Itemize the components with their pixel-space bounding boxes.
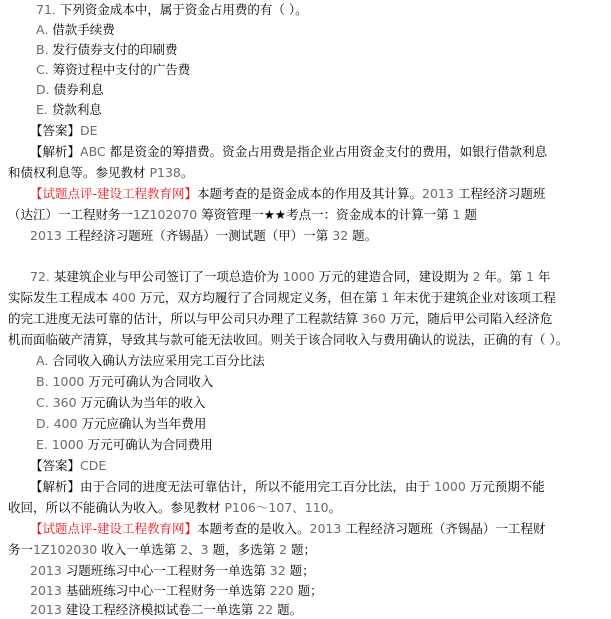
- stem-number: 400: [111, 290, 136, 305]
- review-text: 基础班练习中心一工程财务一单选第: [61, 583, 270, 598]
- analysis-text: 收回，所以不能确认为收入。参见教材: [8, 500, 225, 515]
- option-text: 筹资过程中支付的广告费: [52, 62, 191, 77]
- review-text: 本题考查的是资金成本的作用及其计算。: [197, 186, 423, 201]
- review-text: 工程经济习题班（齐锡晶）一测试题（甲）一第: [61, 228, 333, 243]
- answer-label: 【答案】: [30, 123, 81, 138]
- stem-text: 年。第: [480, 269, 527, 284]
- option-number: 400: [53, 416, 78, 431]
- q72-analysis-line-1: [30, 478, 545, 496]
- q71-review-line-2: [8, 206, 477, 224]
- q71-option-d: [36, 81, 104, 99]
- option-number: 1000: [52, 374, 85, 389]
- review-year: 2013: [30, 583, 62, 598]
- analysis-text: 万元预期不能: [465, 479, 545, 494]
- review-number: 32: [332, 228, 349, 243]
- review-text: 习题班练习中心一工程财务一单选第: [61, 563, 270, 578]
- option-text: 贷款利息: [51, 102, 102, 117]
- option-letter: B.: [36, 374, 49, 389]
- q72-number: 72.: [30, 269, 50, 284]
- q71-analysis-line-1: [30, 143, 547, 161]
- option-letter: A.: [36, 353, 49, 368]
- q72-option-d: [36, 415, 206, 433]
- review-text: 务一: [8, 542, 34, 557]
- stem-text: 年末优于建筑企业对该项工程: [389, 290, 556, 305]
- q72-option-a: [36, 352, 265, 370]
- q72-stem-line-4: [8, 331, 568, 349]
- review-code: 1Z102070: [133, 207, 198, 222]
- q71-option-c: [36, 61, 190, 79]
- q72-review-line-2: [8, 541, 316, 559]
- q72-stem-line-2: [8, 289, 556, 307]
- q72-option-c: [36, 394, 206, 412]
- stem-number: 360: [361, 311, 386, 326]
- q71-number: 71.: [36, 2, 56, 17]
- option-text: 万元确认为当年的收入: [76, 395, 206, 410]
- review-text: 题。: [273, 602, 303, 617]
- analysis-text: 和债权利息等。参见教材: [8, 165, 150, 180]
- review-number: 22: [257, 602, 274, 617]
- option-letter: A.: [36, 22, 49, 37]
- q71-review-line-3: [30, 227, 377, 245]
- review-text: 题；: [285, 563, 315, 578]
- stem-text: 万元，随后甲公司陷入经济危: [385, 311, 553, 326]
- option-text: 万元可确认为合同收入: [84, 374, 214, 389]
- stem-number: 2: [472, 269, 481, 284]
- analysis-label: 【解析】: [30, 479, 81, 494]
- analysis-code: ABC: [80, 144, 106, 159]
- q72-option-e: [36, 436, 213, 454]
- review-text: 筹资管理一★★考点一：资金成本的计算一第: [197, 207, 453, 222]
- option-letter: E.: [36, 102, 48, 117]
- q71-option-b: [36, 41, 178, 59]
- option-letter: C.: [36, 395, 49, 410]
- review-number: 2: [180, 542, 189, 557]
- q72-answer: [30, 457, 106, 475]
- option-number: 1000: [51, 437, 84, 452]
- q72-review-line-5: [30, 601, 302, 619]
- option-letter: C.: [36, 62, 49, 77]
- review-text: 本题考查的是收入。: [197, 521, 310, 536]
- stem-text: 万元，双方均履行了合同规定义务，但在第: [135, 290, 382, 305]
- answer-value: DE: [80, 123, 98, 138]
- option-text: 债券利息: [53, 82, 104, 97]
- answer-label: 【答案】: [30, 458, 81, 473]
- stem-text: 实际发生工程成本: [8, 290, 112, 305]
- analysis-page-ref: P138: [149, 165, 181, 180]
- q72-review-line-3: [30, 562, 315, 580]
- option-letter: E.: [36, 437, 48, 452]
- q71-stem-line: [36, 1, 308, 19]
- review-label: 【试题点评-建设工程教育网】: [30, 186, 198, 201]
- option-letter: D.: [36, 82, 50, 97]
- q72-analysis-line-2: [8, 499, 341, 517]
- q72-review-line-4: [30, 582, 323, 600]
- q72-option-b: [36, 373, 213, 391]
- review-number: 220: [269, 583, 294, 598]
- option-letter: B.: [36, 42, 49, 57]
- option-text: 借款手续费: [52, 22, 115, 37]
- option-letter: D.: [36, 416, 50, 431]
- q71-stem: 下列资金成本中，属于资金占用费的有（ ）。: [59, 2, 308, 17]
- analysis-text: 都是资金的筹措费。资金占用费是指企业占用资金支付的费用，如银行借款利息: [105, 144, 548, 159]
- q71-answer: [30, 122, 98, 140]
- analysis-page-ref: P106～107、110: [224, 500, 329, 515]
- review-text: 、: [188, 542, 201, 557]
- review-number: 3: [200, 542, 209, 557]
- option-text: 发行债券支付的印刷费: [52, 42, 178, 57]
- review-text: 题；: [287, 542, 317, 557]
- review-text: 题；: [293, 583, 323, 598]
- q72-review-line-1: [30, 520, 545, 538]
- q72-stem-line-1: [30, 268, 550, 286]
- review-year: 2013: [30, 228, 62, 243]
- q71-option-a: [36, 21, 115, 39]
- review-text: 工程经济习题班（齐锡晶）一工程财: [341, 521, 546, 536]
- review-year: 2013: [309, 521, 342, 536]
- review-text: 建设工程经济模拟试卷二一单选第: [61, 602, 258, 617]
- answer-value: CDE: [80, 458, 107, 473]
- analysis-text: 由于合同的进度无法可靠估计，所以不能用完工百分比法，由于: [80, 479, 434, 494]
- analysis-text: 。: [180, 165, 194, 180]
- analysis-label: 【解析】: [30, 144, 81, 159]
- review-text: 工程经济习题班: [453, 186, 546, 201]
- stem-text: 机而面临破产清算，导致其与款可能无法收回。则关于该合同收入与费用确认的说法，正确的有（ ）。: [8, 332, 569, 347]
- stem-text: 年: [533, 269, 551, 284]
- q71-analysis-line-2: [8, 164, 193, 182]
- option-number: 360: [52, 395, 77, 410]
- analysis-number: 1000: [434, 479, 466, 494]
- review-number: 2: [279, 542, 288, 557]
- option-text: 万元可确认为合同费用: [83, 437, 213, 452]
- q72-stem-line-3: [8, 310, 552, 328]
- stem-text: 万元的建造合同，建设期为: [314, 269, 473, 284]
- stem-number: 1: [526, 269, 534, 284]
- q71-review-line-1: [30, 185, 545, 203]
- review-text: 收入一单选第: [97, 542, 181, 557]
- review-year: 2013: [30, 563, 62, 578]
- review-label: 【试题点评-建设工程教育网】: [30, 521, 198, 536]
- review-year: 2013: [30, 602, 62, 617]
- option-text: 合同收入确认方法应采用完工百分比法: [52, 353, 265, 368]
- stem-number: 1: [381, 290, 390, 305]
- stem-text: 某建筑企业与甲公司签订了一项总造价为: [53, 269, 283, 284]
- review-code: 1Z102030: [33, 542, 98, 557]
- review-text: 题，多选第: [208, 542, 280, 557]
- review-text: （达江）一工程财务一: [8, 207, 134, 222]
- review-number: 1: [452, 207, 461, 222]
- q71-option-e: [36, 101, 102, 119]
- review-year: 2013: [422, 186, 454, 201]
- option-text: 万元应确认为当年费用: [77, 416, 207, 431]
- review-number: 32: [269, 563, 286, 578]
- review-text: 题。: [348, 228, 378, 243]
- analysis-text: 。: [328, 500, 342, 515]
- stem-number: 1000: [282, 269, 315, 284]
- review-text: 题: [460, 207, 478, 222]
- stem-text: 的完工进度无法可靠的估计，所以与甲公司只办理了工程款结算: [8, 311, 362, 326]
